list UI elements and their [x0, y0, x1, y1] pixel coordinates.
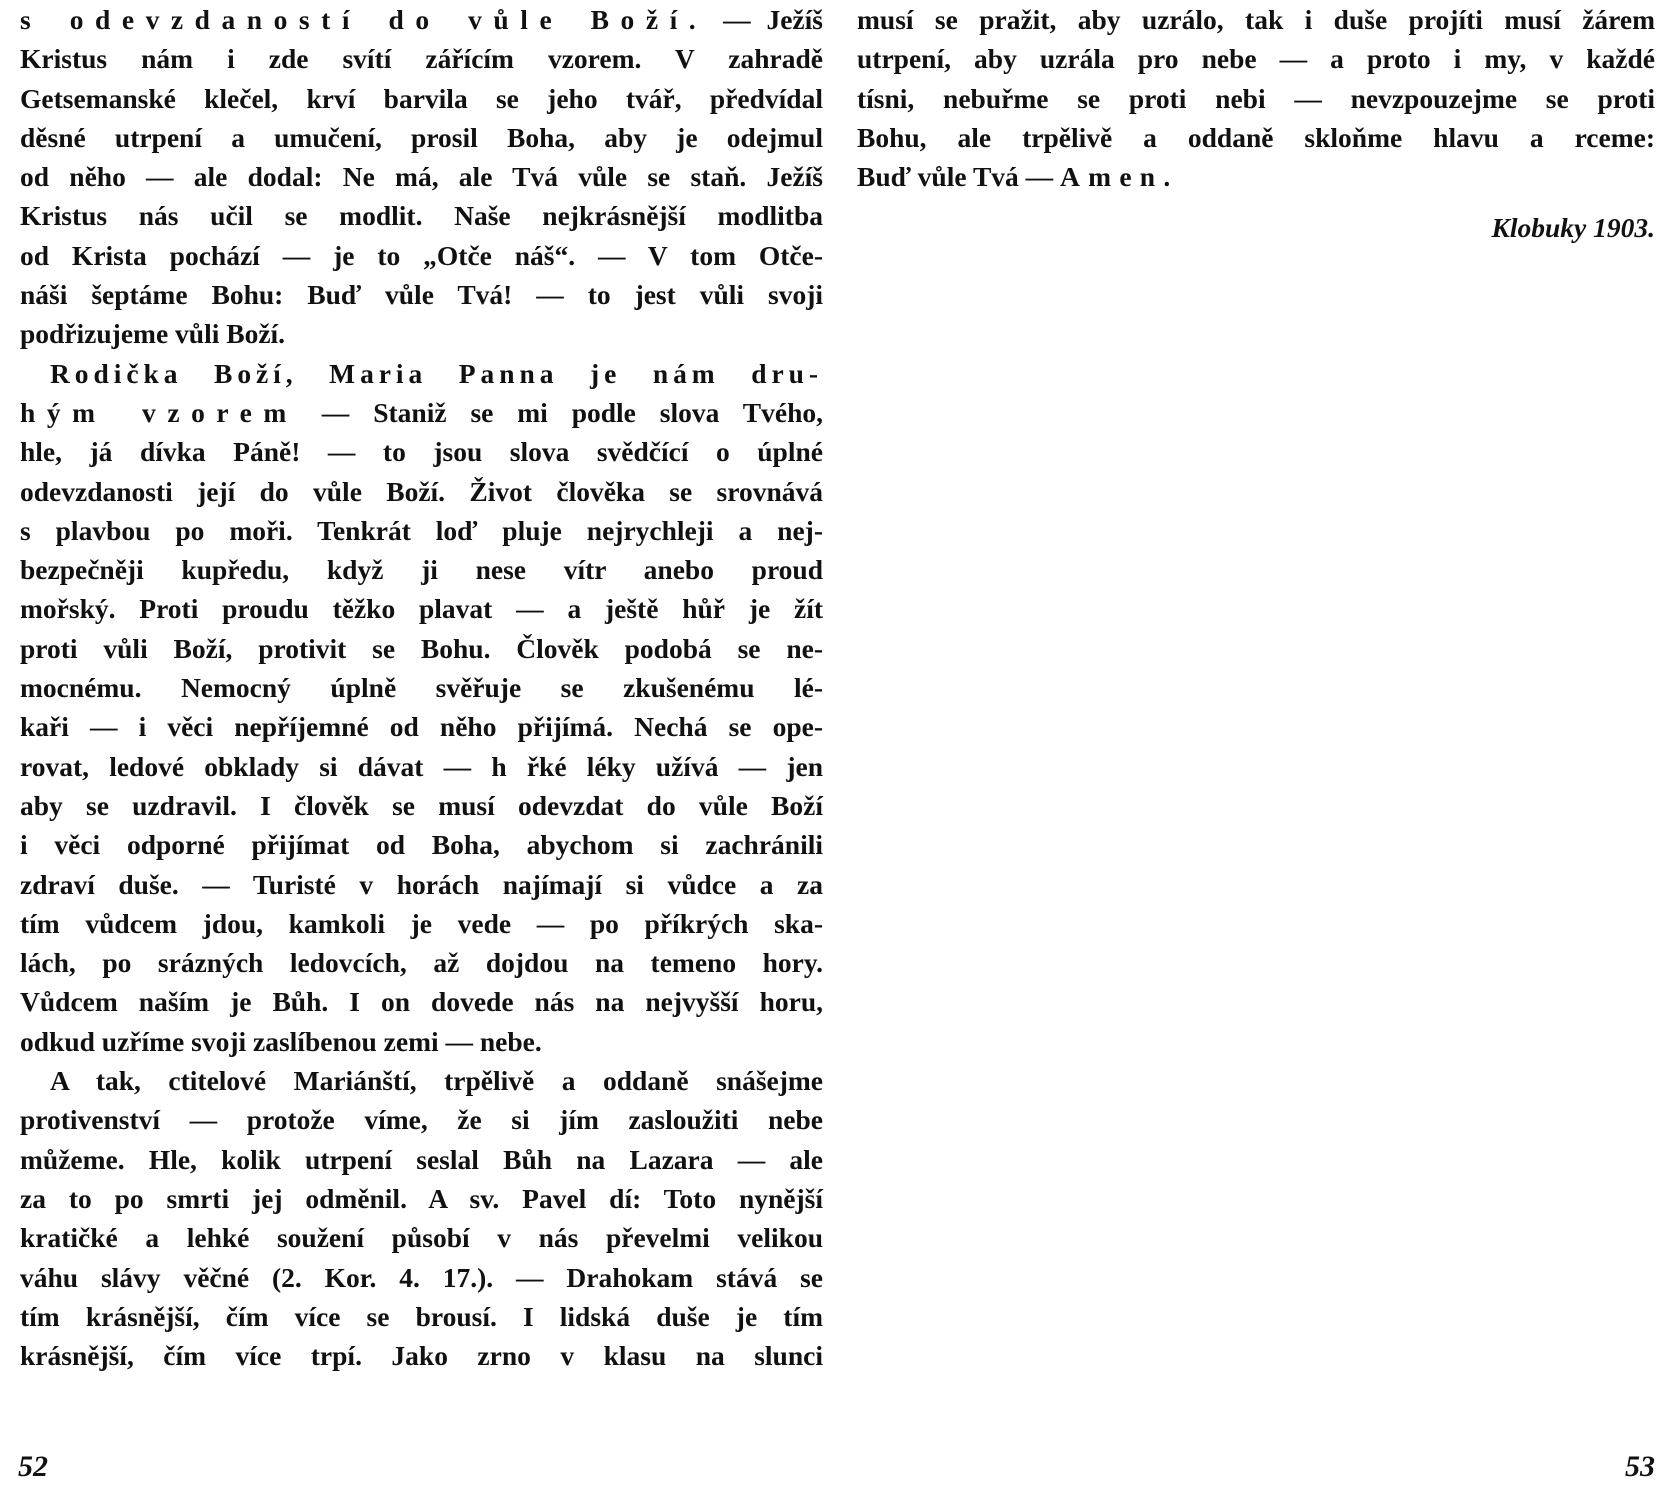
text-line: s plavbou po moři. Tenkrát loď pluje nejrychleji a nej- — [20, 514, 823, 546]
text-line: i věci odporné přijímat od Boha, abychom si zachránili — [20, 829, 823, 861]
text-line: kaři — i věci nepříjemné od něho přijímá. Nechá se ope- — [20, 711, 823, 743]
text-line: protivenství — protože víme, že si jím zasloužiti nebe — [20, 1104, 823, 1136]
text-line: náši šeptáme Bohu: Buď vůle Tvá! — to jest vůli svoji — [20, 279, 823, 311]
text-line: utrpení, aby uzrála pro nebe — a proto i my, v každé — [857, 43, 1655, 75]
text-line: tím krásnější, čím více se brousí. I lidská duše je tím — [20, 1300, 823, 1332]
text-line: můžeme. Hle, kolik utrpení seslal Bůh na Lazara — ale — [20, 1143, 823, 1175]
text-line: tísni, nebuřme se proti nebi — nevzpouzejme se proti — [857, 82, 1655, 114]
text-line: krásnější, čím více trpí. Jako zrno v klasu na slunci — [20, 1340, 823, 1372]
text-line — [20, 393, 823, 432]
text-line — [20, 354, 823, 393]
text-line: Kristus nám i zde svítí zářícím vzorem. V zahradě — [20, 43, 823, 75]
text-line: od Krista pochází — je to „Otče náš“. — V tom Otče- — [20, 239, 823, 271]
text-line: aby se uzdravil. I člověk se musí odevzdat do vůle Boží — [20, 789, 823, 821]
text-line: Getsemanské klečel, krví barvila se jeho tvář, předvídal — [20, 82, 823, 114]
spaced-phrase: s odevzdaností do vůle Boží. — [20, 4, 708, 35]
text-line: podřizujeme vůli Boží. — [20, 318, 286, 350]
text-line: tím vůdcem jdou, kamkoli je vede — po příkrých ska- — [20, 907, 823, 939]
line-text: . — [1163, 161, 1171, 193]
text-line: za to po smrti jej odměnil. A sv. Pavel dí: Toto nynější — [20, 1182, 823, 1214]
text-line: proti vůli Boží, protivit se Bohu. Člověk podobá se ne- — [20, 632, 823, 664]
text-line: Bohu, ale trpělivě a oddaně skloňme hlavu a rceme: — [857, 121, 1655, 153]
text-line: lách, po srázných ledovcích, až dojdou na temeno hory. — [20, 947, 823, 979]
text-line: A tak, ctitelové Mariánští, trpělivě a oddaně snášejme — [50, 1065, 823, 1097]
text-line — [20, 0, 823, 39]
text-line: musí se pražit, aby uzrálo, tak i duše projíti musí žárem — [857, 4, 1655, 35]
text-line: bezpečněji kupředu, když ji nese vítr anebo proud — [20, 554, 823, 586]
right-page — [857, 0, 1655, 243]
signature: Klobuky 1903. — [1491, 212, 1655, 243]
text-line: rovat, ledové obklady si dávat — h řké léky užívá — jen — [20, 750, 823, 782]
text-line: mořský. Proti proudu těžko plavat — a ještě hůř je žít — [20, 593, 823, 625]
text-line: Vůdcem naším je Bůh. I on dovede nás na nejvyšší horu, — [20, 986, 823, 1018]
spaced-phrase: hým vzorem — [20, 396, 298, 428]
text-line: zdraví duše. — Turisté v horách najímají si vůdce a za — [20, 868, 823, 900]
text-line: Kristus nás učil se modlit. Naše nejkrásnější modlitba — [20, 200, 823, 232]
page-number-right: 53 — [1625, 1450, 1655, 1483]
line-text: Buď vůle Tvá — — [857, 161, 1061, 193]
left-page — [20, 0, 823, 1375]
text-line: váhu slávy věčné (2. Kor. 4. 17.). — Drahokam stává se — [20, 1261, 823, 1293]
text-line: hle, já dívka Páně! — to jsou slova svědčící o úplné — [20, 436, 823, 468]
line-text: — Staniž se mi podle slova Tvého, — [297, 396, 824, 428]
spaced-phrase: Amen — [1060, 161, 1164, 193]
text-line: odkud uzříme svoji zaslíbenou zemi — nebe. — [20, 1025, 542, 1057]
text-line: děsné utrpení a umučení, prosil Boha, aby je odejmul — [20, 121, 823, 153]
spaced-phrase: Rodička Boží, Maria Panna je nám dru- — [50, 357, 823, 389]
text-line — [857, 157, 1655, 196]
page-number-left: 52 — [18, 1450, 48, 1483]
text-line: kratičké a lehké soužení působí v nás převelmi velikou — [20, 1222, 823, 1254]
text-line: odevzdanosti její do vůle Boží. Život člověka se srovnává — [20, 475, 823, 507]
line-text: — Ježíš — [707, 4, 823, 35]
text-line: mocnému. Nemocný úplně svěřuje se zkušenému lé- — [20, 672, 823, 704]
text-line: od něho — ale dodal: Ne má, ale Tvá vůle se staň. Ježíš — [20, 161, 823, 193]
